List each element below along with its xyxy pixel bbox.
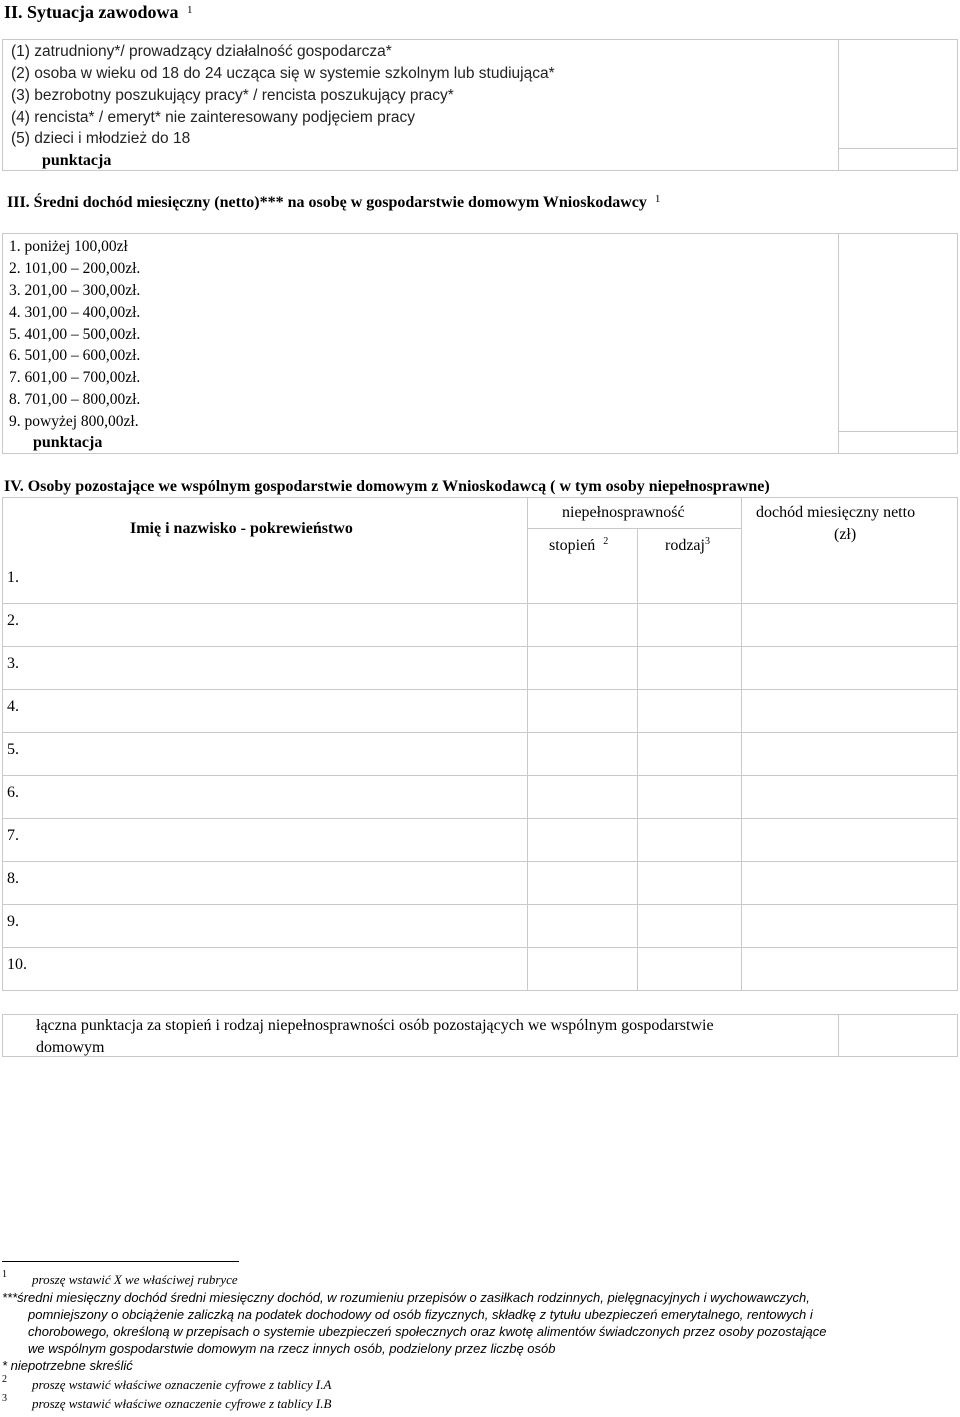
row-separator [2, 689, 958, 690]
row-separator [2, 818, 958, 819]
section-3-item-1: 1. poniżej 100,00zł [9, 238, 128, 255]
section-2-checkbox-column[interactable] [839, 40, 957, 148]
row-number-9: 9. [7, 913, 19, 930]
row-number-6: 6. [7, 784, 19, 801]
total-bottom-border [2, 1056, 958, 1057]
total-label-line2: domowym [36, 1039, 105, 1056]
section-4-title: IV. Osoby pozostające we wspólnym gospodarstwie domowym z Wnioskodawcą ( w tym osoby niepełnosprawne) [4, 478, 770, 495]
section-3-checkbox-column[interactable] [839, 234, 957, 431]
header-degree-footnote-ref: 2 [603, 536, 609, 547]
section-4-income-divider [741, 497, 742, 991]
row-number-8: 8. [7, 870, 19, 887]
row-number-2: 2. [7, 612, 19, 629]
row-separator [2, 732, 958, 733]
section-2-item-2: (2) osoba w wieku od 18 do 24 ucząca się w systemie szkolnym lub studiująca* [11, 65, 555, 82]
section-4-right-border [957, 497, 958, 991]
row-number-5: 5. [7, 741, 19, 758]
section-2-right-border [957, 39, 958, 171]
footnote-income-line4: we wspólnym gospodarstwie domowym na rzecz innych osób, podzielony przez liczbę osób [28, 1341, 556, 1356]
section-3-item-6: 6. 501,00 – 600,00zł. [9, 347, 141, 364]
header-income-line1: dochód miesięczny netto [756, 504, 916, 521]
section-2-left-border [2, 39, 3, 171]
total-top-border [2, 1014, 958, 1015]
section-2-top-border [2, 39, 958, 40]
header-kind [665, 538, 710, 554]
row-separator [2, 603, 958, 604]
footnote-2-number: 2 [2, 1374, 7, 1385]
section-3-item-5: 5. 401,00 – 500,00zł. [9, 326, 141, 343]
header-disability: niepełnosprawność [562, 504, 685, 521]
header-kind-text: rodzaj [665, 537, 705, 554]
footnote-1-number: 1 [2, 1269, 7, 1280]
footnote-income-line2: pomniejszony o obciążenie zaliczką na podatek dochodowy od osób fizycznych, składkę z tytułu ubezpieczeń emerytalnego, rentowych i [28, 1307, 813, 1322]
section-2-title-text: II. Sytuacja zawodowa [4, 2, 179, 22]
section-3-right-border [957, 233, 958, 454]
section-2-score-label: punktacja [42, 152, 112, 169]
row-separator [2, 947, 958, 948]
section-4-name-divider [527, 497, 528, 991]
section-3-title [7, 195, 660, 211]
row-separator [2, 861, 958, 862]
section-3-item-8: 8. 701,00 – 800,00zł. [9, 391, 141, 408]
section-2-bottom-border [2, 170, 958, 171]
total-right-border [957, 1014, 958, 1057]
footnote-3-number: 3 [2, 1393, 7, 1404]
header-name: Imię i nazwisko - pokrewieństwo [130, 520, 353, 537]
section-3-left-border [2, 233, 3, 454]
section-3-item-2: 2. 101,00 – 200,00zł. [9, 260, 141, 277]
section-2-title-footnote-ref: 1 [187, 4, 193, 16]
row-separator [2, 904, 958, 905]
header-degree [549, 538, 608, 554]
section-2-item-5: (5) dzieci i młodzież do 18 [11, 130, 191, 147]
section-2-title [4, 3, 193, 21]
section-3-item-9: 9. powyżej 800,00zł. [9, 413, 139, 430]
total-score-cell[interactable] [839, 1015, 957, 1056]
section-2-item-4: (4) rencista* / emeryt* nie zainteresowany podjęciem pracy [11, 109, 416, 126]
footnote-income-line1: ***średni miesięczny dochód średni miesięczny dochód, w rozumieniu przepisów o zasiłkach rodzinnych, pielęgnacyjnych i wychowawczych, [2, 1290, 810, 1305]
person-name-field[interactable] [3, 560, 527, 603]
section-2-item-3: (3) bezrobotny poszukujący pracy* / rencista poszukujący pracy* [11, 87, 454, 104]
footnote-star: * niepotrzebne skreślić [2, 1358, 133, 1373]
section-3-title-footnote-ref: 1 [654, 193, 661, 205]
section-4-top-border [2, 497, 958, 498]
row-number-4: 4. [7, 698, 19, 715]
section-3-bottom-border [2, 453, 958, 454]
total-left-border [2, 1014, 3, 1057]
total-label-line1: łączna punktacja za stopień i rodzaj niepełnosprawności osób pozostających we wspólnym gospodarstwie [36, 1017, 714, 1034]
footnote-2-text: proszę wstawić właściwe oznaczenie cyfrowe z tablicy I.A [32, 1377, 332, 1392]
section-3-item-4: 4. 301,00 – 400,00zł. [9, 304, 141, 321]
section-3-score-cell[interactable] [839, 432, 957, 453]
section-3-title-text: III. Średni dochód miesięczny (netto)*** na osobę w gospodarstwie domowym Wnioskodawcy [7, 194, 647, 211]
row-separator [2, 646, 958, 647]
section-3-top-border [2, 233, 958, 234]
section-2-item-1: (1) zatrudniony*/ prowadzący działalność gospodarcza* [11, 43, 392, 60]
section-3-score-label: punktacja [33, 434, 103, 451]
header-degree-text: stopień [549, 537, 596, 554]
header-kind-footnote-ref: 3 [704, 536, 710, 547]
row-separator [2, 775, 958, 776]
section-4-bottom-border [2, 990, 958, 991]
header-income-line2: (zł) [834, 526, 857, 543]
footnote-1-text: proszę wstawić X we właściwej rubryce [32, 1272, 238, 1287]
row-number-3: 3. [7, 655, 19, 672]
row-number-1: 1. [7, 569, 19, 586]
row-number-10: 10. [7, 956, 27, 973]
section-3-item-3: 3. 201,00 – 300,00zł. [9, 282, 141, 299]
footnote-income-line3: chorobowego, określoną w przepisach o systemie ubezpieczeń społecznych oraz kwotę alimentów świadczonych przez osoby pozostające [28, 1324, 827, 1339]
section-3-item-7: 7. 601,00 – 700,00zł. [9, 369, 141, 386]
row-number-7: 7. [7, 827, 19, 844]
footnote-separator [2, 1261, 239, 1262]
section-4-subheader-divider [527, 528, 742, 529]
footnote-3-text: proszę wstawić właściwe oznaczenie cyfrowe z tablicy I.B [32, 1396, 332, 1411]
section-2-score-cell[interactable] [839, 149, 957, 170]
section-4-degree-divider [637, 528, 638, 991]
